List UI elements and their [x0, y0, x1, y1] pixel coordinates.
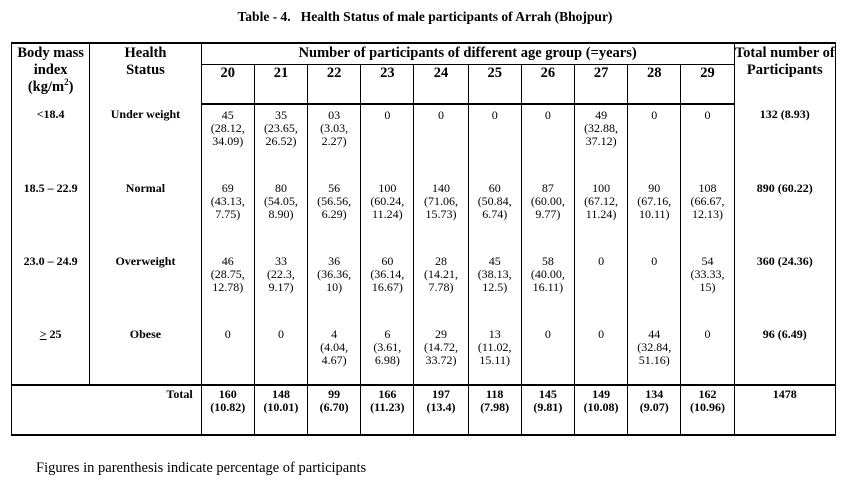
count-cell: 45 (28.12, 34.09) [201, 104, 254, 182]
count-cell: 60 (36.14, 16.67) [361, 255, 414, 328]
count-cell: 0 [574, 328, 627, 385]
count-cell: 0 [414, 104, 468, 182]
count-cell: 45 (38.13, 12.5) [468, 255, 521, 328]
count-cell: 54 (33.33, 15) [681, 255, 734, 328]
bmi-cell: 18.5 – 22.9 [12, 182, 90, 255]
age-header-23: 23 [361, 65, 414, 105]
age-header-25: 25 [468, 65, 521, 105]
count-cell: 58 (40.00, 16.11) [521, 255, 574, 328]
count-cell: 108 (66.67, 12.13) [681, 182, 734, 255]
count-cell: 0 [628, 255, 681, 328]
health-status-cell: Normal [90, 182, 201, 255]
health-status-table [11, 42, 836, 436]
age-header-29: 29 [681, 65, 734, 105]
column-total-cell: 166 (11.23) [361, 385, 414, 435]
column-total-cell: 197 (13.4) [414, 385, 468, 435]
count-cell: 0 [681, 328, 734, 385]
count-cell: 69 (43.13, 7.75) [201, 182, 254, 255]
count-cell: 49 (32.88, 37.12) [574, 104, 627, 182]
count-cell: 6 (3.61, 6.98) [361, 328, 414, 385]
count-cell: 0 [468, 104, 521, 182]
table-row [12, 255, 836, 328]
count-cell: 0 [361, 104, 414, 182]
count-cell: 90 (67.16, 10.11) [628, 182, 681, 255]
table-title: Table - 4. Health Status of male participants of Arrah (Bhojpur) [237, 9, 613, 24]
footnote: Figures in parenthesis indicate percentage of participants [36, 460, 367, 476]
count-cell: 0 [521, 104, 574, 182]
age-header-28: 28 [628, 65, 681, 105]
column-total-cell: 145 (9.81) [521, 385, 574, 435]
count-cell: 35 (23.65, 26.52) [254, 104, 307, 182]
health-status-cell: Obese [90, 328, 201, 385]
row-total-cell: 96 (6.49) [734, 328, 835, 385]
age-header-22: 22 [308, 65, 361, 105]
count-cell: 13 (11.02, 15.11) [468, 328, 521, 385]
count-cell: 56 (56.56, 6.29) [308, 182, 361, 255]
totals-label: Total [12, 385, 202, 435]
count-cell: 0 [521, 328, 574, 385]
health-status-column-header [90, 43, 201, 104]
count-cell: 100 (67.12, 11.24) [574, 182, 627, 255]
count-cell: 36 (36.36, 10) [308, 255, 361, 328]
age-header-24: 24 [414, 65, 468, 105]
count-cell: 4 (4.04, 4.67) [308, 328, 361, 385]
count-cell: 60 (50.84, 6.74) [468, 182, 521, 255]
row-total-cell: 360 (24.36) [734, 255, 835, 328]
column-total-cell: 134 (9.07) [628, 385, 681, 435]
age-group-header: Number of participants of different age group (=years) [201, 43, 734, 65]
header-row-1 [12, 43, 836, 65]
health-status-cell: Overweight [90, 255, 201, 328]
bmi-cell: > 25 [12, 328, 90, 385]
count-cell: 0 [201, 328, 254, 385]
row-total-cell: 132 (8.93) [734, 104, 835, 182]
health-status-header-label: Health Status [124, 45, 167, 78]
table-row [12, 328, 836, 385]
health-status-cell: Under weight [90, 104, 201, 182]
count-cell: 0 [628, 104, 681, 182]
row-total-cell: 890 (60.22) [734, 182, 835, 255]
count-cell: 29 (14.72, 33.72) [414, 328, 468, 385]
count-cell: 44 (32.84, 51.16) [628, 328, 681, 385]
count-cell: 03 (3.03, 2.27) [308, 104, 361, 182]
totals-row [12, 385, 836, 435]
age-header-20: 20 [201, 65, 254, 105]
count-cell: 140 (71.06, 15.73) [414, 182, 468, 255]
count-cell: 33 (22.3, 9.17) [254, 255, 307, 328]
table-row [12, 104, 836, 182]
count-cell: 46 (28.75, 12.78) [201, 255, 254, 328]
bmi-cell: <18.4 [12, 104, 90, 182]
total-column-header [734, 43, 835, 104]
age-header-27: 27 [574, 65, 627, 105]
count-cell: 0 [681, 104, 734, 182]
count-cell: 28 (14.21, 7.78) [414, 255, 468, 328]
age-header-26: 26 [521, 65, 574, 105]
bmi-header-label: Body mass index [17, 45, 84, 78]
total-header-label: Total number of Participants [734, 45, 835, 78]
column-total-cell: 148 (10.01) [254, 385, 307, 435]
count-cell: 0 [574, 255, 627, 328]
bmi-cell: 23.0 – 24.9 [12, 255, 90, 328]
column-total-cell: 118 (7.98) [468, 385, 521, 435]
bmi-column-header [12, 43, 90, 104]
count-cell: 100 (60.24, 11.24) [361, 182, 414, 255]
column-total-cell: 162 (10.96) [681, 385, 734, 435]
count-cell: 80 (54.05, 8.90) [254, 182, 307, 255]
column-total-cell: 149 (10.08) [574, 385, 627, 435]
table-row [12, 182, 836, 255]
age-header-21: 21 [254, 65, 307, 105]
column-total-cell: 99 (6.70) [308, 385, 361, 435]
grand-total-cell: 1478 [734, 385, 835, 435]
count-cell: 87 (60.00, 9.77) [521, 182, 574, 255]
count-cell: 0 [254, 328, 307, 385]
bmi-unit-label: $(kg/m^2)$ [27, 77, 74, 95]
column-total-cell: 160 (10.82) [201, 385, 254, 435]
